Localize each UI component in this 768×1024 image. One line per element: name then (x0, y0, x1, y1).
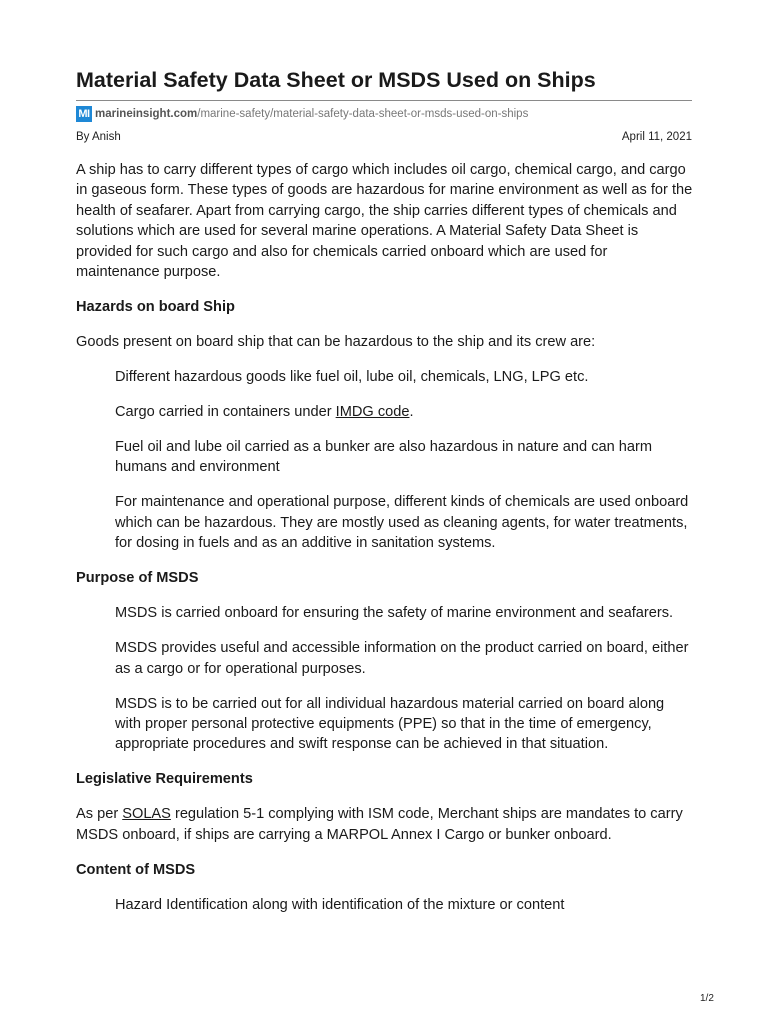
legislative-text-end: regulation 5-1 complying with ISM code, Merchant ships are mandates to carry MSDS onboard, if ships are carrying a MARPOL Annex I Cargo or bunker onboard. (76, 806, 683, 843)
article-body (76, 160, 694, 930)
solas-link[interactable]: SOLAS (122, 806, 171, 823)
legislative-heading: Legislative Requirements (76, 771, 253, 788)
hazards-lead: Goods present on board ship that can be hazardous to the ship and its crew are: (76, 334, 596, 351)
byline (76, 129, 692, 145)
hazards-item-4: For maintenance and operational purpose, different kinds of chemicals are used onboard which can be hazardous. They are mostly used as cleaning agents, for water treatments, for dosing in fuels and as an additive in sanitation systems. (115, 494, 689, 552)
purpose-heading: Purpose of MSDS (76, 570, 199, 587)
publish-date: April 11, 2021 (621, 131, 692, 143)
page-number: 1/2 (700, 993, 714, 1004)
purpose-item-1: MSDS is carried onboard for ensuring the safety of marine environment and seafarers. (115, 605, 674, 622)
hazards-item-3: Fuel oil and lube oil carried as a bunker are also hazardous in nature and can harm humans and environment (115, 439, 653, 476)
content-item-1: Hazard Identification along with identification of the mixture or content (115, 896, 565, 913)
imdg-code-link[interactable]: IMDG code (335, 404, 410, 421)
source-domain[interactable]: marineinsight.com (95, 108, 198, 120)
title-divider (76, 100, 692, 101)
source-path[interactable]: /marine-safety/material-safety-data-sheet-or-msds-used-on-ships (197, 108, 529, 120)
marineinsight-logo-icon: MI (76, 106, 92, 122)
source-line (76, 106, 528, 122)
content-heading: Content of MSDS (76, 861, 196, 878)
legislative-text-start: As per (76, 806, 123, 823)
purpose-item-2: MSDS provides useful and accessible information on the product carried on board, either as a cargo or for operational purposes. (115, 640, 689, 677)
hazards-item-1: Different hazardous goods like fuel oil, lube oil, chemicals, LNG, LPG etc. (115, 369, 589, 386)
hazards-item-2-text: Cargo carried in containers under (115, 404, 336, 421)
hazards-heading: Hazards on board Ship (76, 299, 235, 316)
legislative-paragraph (76, 804, 694, 845)
purpose-item-3: MSDS is to be carried out for all individual hazardous material carried on board along with proper personal protective equipments (PPE) so that in the time of emergency, appropriate procedures and swift response can be achieved in that situation. (115, 695, 665, 753)
page-title: Material Safety Data Sheet or MSDS Used on Ships (76, 68, 596, 92)
hazards-item-2-end: . (409, 404, 414, 421)
hazards-item-2 (115, 402, 694, 422)
author: By Anish (76, 131, 121, 143)
intro-paragraph: A ship has to carry different types of cargo which includes oil cargo, chemical cargo, and cargo in gaseous form. These types of goods are hazardous for marine environment as well as for the health of seafarer. Apart from carrying cargo, the ship carries different types of chemicals and solutions which are used for several marine operations. A Material Safety Data Sheet is provided for such cargo and also for chemicals carried onboard which are used for maintenance purpose. (76, 162, 693, 281)
